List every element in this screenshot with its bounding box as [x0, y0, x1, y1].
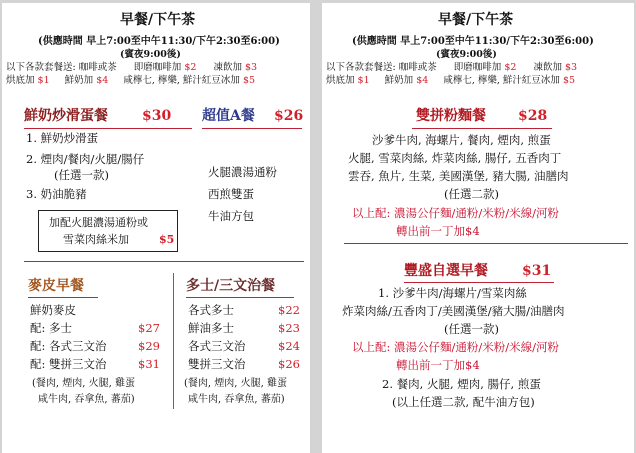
set3-item: 配: 多士: [30, 321, 73, 335]
set2-item: 火腿濃湯通粉: [208, 165, 277, 179]
set1-item: (任選一款): [54, 168, 109, 182]
holiday-note: (賓夜9:00後): [120, 49, 181, 60]
divider: [28, 297, 98, 298]
set1-item: 1. 鮮奶炒滑蛋: [26, 131, 99, 145]
set4-item: 各式三文治: [188, 339, 246, 353]
page-title: 早餐/下午茶: [120, 12, 196, 28]
set1-item: 2. 煙肉/餐肉/火腿/腸仔: [26, 152, 145, 166]
set3-item: 配: 各式三文治: [30, 339, 107, 353]
set4-price: $22: [278, 303, 300, 317]
divider: [24, 128, 192, 129]
set3-price: $29: [138, 339, 160, 353]
rset2-line4: (以上任選二款, 配牛油方包): [392, 395, 535, 409]
holiday-note: (賓夜9:00後): [436, 49, 497, 60]
service-hours: (供應時間 早上7:00至中午11:30/下午2:30至6:00): [38, 36, 280, 47]
notes-line2: 烘底加 $1 鮮奶加 $4 咸檸七, 檸樂, 鮮汁紅豆冰加 $5: [6, 75, 256, 86]
menu-page-right: [322, 3, 634, 453]
notes-line1: 以下各款套餐送: 咖啡或茶 即磨咖啡加 $2 凍飲加 $3: [326, 62, 578, 73]
set4-note: (餐肉, 煙肉, 火腿, 雞蛋: [184, 378, 287, 389]
divider: [24, 261, 304, 262]
rset1-line: 沙爹牛肉, 海螺片, 餐肉, 煙肉, 煎蛋: [372, 133, 551, 147]
set3-item: 配: 雙拼三文治: [30, 357, 107, 371]
set4-item: 各式多士: [188, 303, 234, 317]
set2-item: 西煎雙蛋: [208, 187, 254, 201]
rset1-red2: 轉出前一丁加$4: [396, 224, 480, 238]
rset1-line: 雲吞, 魚片, 生菜, 美國漢堡, 豬大腸, 油膳肉: [348, 169, 569, 183]
rset2-line: 炸菜肉絲/五香肉丁/美國漢堡/豬大腸/油膳肉: [342, 304, 565, 318]
set3-note: 咸牛肉, 吞拿魚, 蕃茄): [38, 394, 135, 405]
set4-item: 雙拼三文治: [188, 357, 246, 371]
rset2-choose: (任選一款): [444, 322, 499, 336]
set3-item: 鮮奶麥皮: [30, 303, 76, 317]
set4-price: $24: [278, 339, 300, 353]
set4-note: 咸牛肉, 吞拿魚, 蕃茄): [188, 394, 285, 405]
divider: [404, 282, 554, 283]
page-title: 早餐/下午茶: [438, 12, 514, 28]
set2-item: 牛油方包: [208, 209, 254, 223]
set1-price: $30: [142, 108, 172, 124]
set4-price: $23: [278, 321, 300, 335]
rset1-red1: 以上配: 濃湯公仔麵/通粉/米粉/米線/河粉: [352, 206, 560, 220]
set4-item: 鮮油多士: [188, 321, 234, 335]
rset2-title: 豐盛自選早餐: [404, 263, 488, 279]
set4-price: $26: [278, 357, 300, 371]
divider: [186, 297, 294, 298]
set3-price: $27: [138, 321, 160, 335]
rset2-line: 1. 沙爹牛肉/海螺片/雪菜肉絲: [378, 286, 527, 300]
rset1-title: 雙拼粉麵餐: [416, 108, 486, 124]
divider: [202, 128, 302, 129]
service-hours: (供應時間 早上7:00至中午11:30/下午2:30至6:00): [352, 36, 594, 47]
set3-title: 麥皮早餐: [28, 278, 84, 294]
rset2-red2: 轉出前一丁加$4: [396, 358, 480, 372]
set1-title: 鮮奶炒滑蛋餐: [24, 108, 108, 124]
rset2-price: $31: [522, 263, 552, 279]
rset1-line: 火腿, 雪菜肉絲, 炸菜肉絲, 腸仔, 五香肉丁: [348, 151, 562, 165]
set3-price: $31: [138, 357, 160, 371]
notes-line2: 烘底加 $1 鮮奶加 $4 咸檸七, 檸樂, 鮮汁紅豆冰加 $5: [326, 75, 576, 86]
divider: [412, 128, 552, 129]
rset1-choose: (任選二款): [444, 187, 499, 201]
set1-item: 3. 奶油脆豬: [26, 187, 87, 201]
notes-line1: 以下各款套餐送: 咖啡或茶 即磨咖啡加 $2 凍飲加 $3: [6, 62, 258, 73]
addon-box: 加配火腿濃湯通粉或 雪菜肉絲米加 $5: [38, 210, 178, 252]
set4-title: 多士/三文治餐: [186, 278, 276, 294]
set3-note: (餐肉, 煙肉, 火腿, 雞蛋: [32, 378, 135, 389]
divider: [344, 243, 628, 244]
rset1-price: $28: [518, 108, 548, 124]
rset2-red1: 以上配: 濃湯公仔麵/通粉/米粉/米線/河粉: [352, 340, 560, 354]
rset2-line3: 2. 餐肉, 火腿, 煙肉, 腸仔, 煎蛋: [382, 377, 541, 391]
menu-page-left: [2, 3, 310, 453]
set2-title: 超值A餐: [202, 108, 255, 124]
set2-price: $26: [274, 108, 304, 124]
column-divider: [173, 273, 174, 409]
